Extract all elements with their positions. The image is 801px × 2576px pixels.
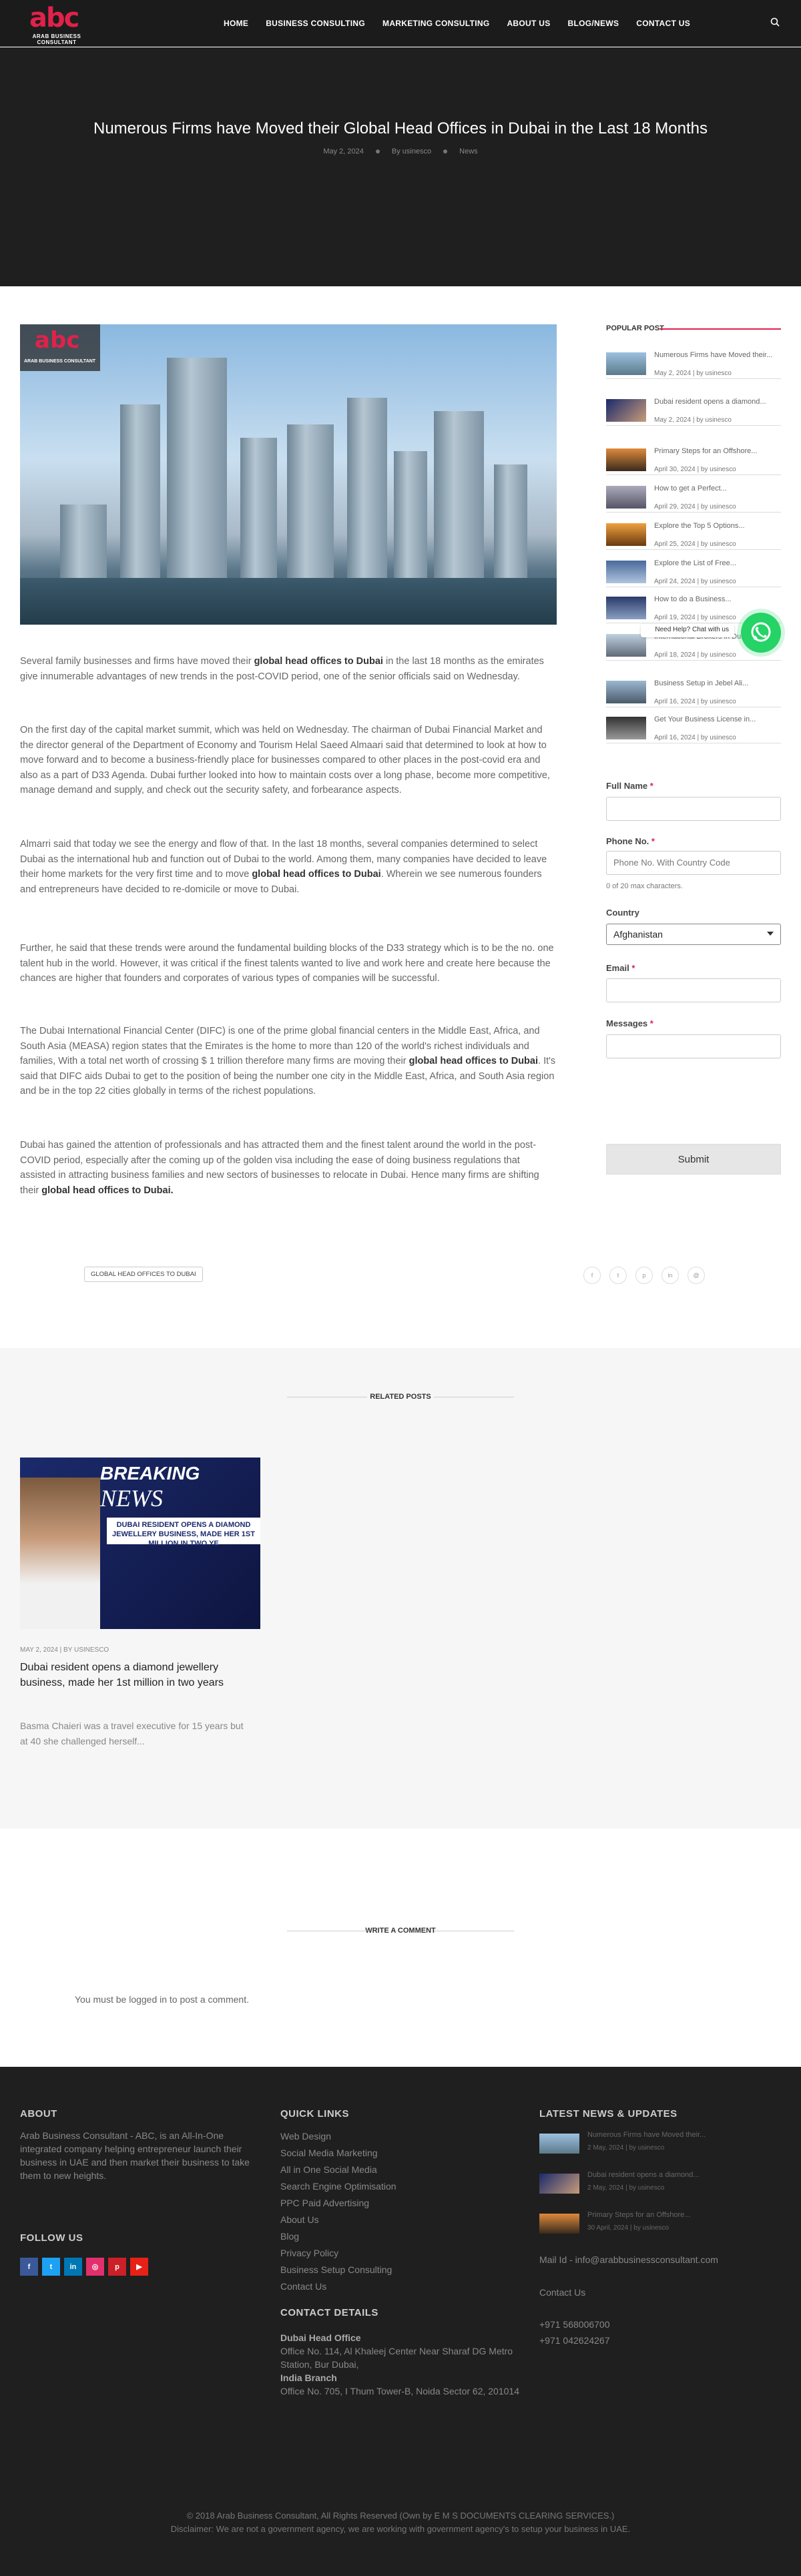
post-thumbnail [606, 717, 646, 739]
post-thumbnail [606, 523, 646, 546]
whatsapp-tooltip[interactable]: Need Help? Chat with us [641, 624, 734, 637]
article-paragraph: Further, he said that these trends were around the fundamental building blocks of the D33 strategy which is to be the no. one talent hub in the world. However, it was critical if the finest talents wanted to live and work here and create here because the chances are higher that founders and corporates of various types of companies will be successful. [20, 943, 554, 984]
share-facebook-icon[interactable]: f [583, 1267, 601, 1284]
post-thumbnail [606, 597, 646, 619]
facebook-icon[interactable]: f [20, 2258, 38, 2276]
footer-link[interactable]: Privacy Policy [280, 2248, 339, 2258]
popular-post-item[interactable]: How to get a Perfect... April 29, 2024 | by usinesco [606, 483, 781, 513]
popular-post-item[interactable]: How to do a Business... April 19, 2024 | by usinesco [606, 594, 781, 623]
footer-link[interactable]: PPC Paid Advertising [280, 2198, 370, 2208]
phone-label: Phone No. * [606, 836, 655, 846]
instagram-icon[interactable]: ◎ [86, 2258, 104, 2276]
article-paragraph: Several family businesses and firms have moved their global head offices to Dubai in the last 18 months as the emirates give innumerable advantages of new trends in the post-COVID period, one of the senior officials said on Wednesday. [20, 656, 544, 682]
latest-news-item[interactable]: Numerous Firms have Moved their... 2 May, 2024 | by usinesco [539, 2131, 793, 2158]
news-thumbnail [539, 2134, 579, 2154]
whatsapp-icon [741, 613, 781, 653]
submit-button[interactable]: Submit [606, 1144, 781, 1175]
meta-separator [376, 149, 380, 153]
post-author[interactable]: By usinesco [391, 147, 432, 155]
post-hero [0, 47, 801, 286]
popular-post-item[interactable]: Business Setup in Jebel Ali... April 16, 2024 | by usinesco [606, 678, 781, 707]
full-name-input[interactable] [606, 797, 781, 821]
popular-post-item[interactable]: Primary Steps for an Offshore... April 30, 2024 | by usinesco [606, 446, 781, 475]
site-logo[interactable]: abc ARAB BUSINESS CONSULTANT [29, 3, 81, 45]
share-linkedin-icon[interactable]: in [661, 1267, 679, 1284]
messages-input[interactable] [606, 1034, 781, 1058]
messages-label: Messages * [606, 1018, 653, 1028]
email-input[interactable] [606, 978, 781, 1002]
full-name-label: Full Name * [606, 781, 653, 791]
image-logo: abc ARAB BUSINESS CONSULTANT [20, 324, 100, 371]
related-post-image[interactable]: BREAKING NEWS DUBAI RESIDENT OPENS A DIAMOND JEWELLERY BUSINESS, MADE HER 1ST MILLION IN TWO YE [20, 1458, 260, 1629]
related-post-excerpt: Basma Chaieri was a travel executive for 15 years but at 40 she challenged herself... [20, 1720, 244, 1746]
footer-link[interactable]: Business Setup Consulting [280, 2264, 392, 2275]
nav-blog-news[interactable]: BLOG/NEWS [567, 19, 619, 28]
news-thumbnail [539, 2174, 579, 2194]
article-paragraph: The Dubai International Financial Center (DIFC) is one of the prime global financial centers in the Middle East, Africa, and South Asia (MEASA) region states that the Emirates is the home to more than 120 of the world's richest individuals and families, With a total net worth of crossing $ 1 trillion therefore many firms are moving their global head offices to Dubai. It's said that DIFC aids Dubai to get to the position of being the number one city in the Middle East, Africa, and South Asia region and be in the top 22 cities globally in terms of the richest populations. [20, 1026, 556, 1096]
post-thumbnail [606, 634, 646, 657]
post-thumbnail [606, 352, 646, 375]
latest-news-item[interactable]: Primary Steps for an Offshore... 30 April, 2024 | by usinesco [539, 2211, 793, 2238]
meta-separator [443, 149, 447, 153]
login-prompt[interactable]: You must be logged in to post a comment. [75, 1994, 249, 2005]
post-date: May 2, 2024 [323, 147, 364, 155]
post-meta [0, 147, 801, 155]
popular-post-item[interactable]: April 18, 2024 | by usinesco [606, 631, 781, 661]
footer-link[interactable]: Search Engine Optimisation [280, 2181, 396, 2192]
country-select[interactable]: Afghanistan [606, 924, 781, 945]
share-pinterest-icon[interactable]: p [635, 1267, 653, 1284]
chevron-down-icon [767, 932, 774, 936]
footer-phone[interactable]: +971 042624267 [539, 2335, 610, 2346]
latest-news-item[interactable]: Dubai resident opens a diamond... 2 May, 2024 | by usinesco [539, 2171, 793, 2198]
nav-home[interactable]: HOME [224, 19, 249, 28]
footer-phone[interactable]: +971 568006700 [539, 2319, 610, 2330]
main-nav [215, 0, 699, 47]
popular-post-item[interactable]: Get Your Business License in... April 16, 2024 | by usinesco [606, 714, 781, 743]
footer-email[interactable]: Mail Id - info@arabbusinessconsultant.com [539, 2254, 718, 2265]
twitter-icon[interactable]: t [42, 2258, 60, 2276]
footer-contact-link[interactable]: Contact Us [539, 2287, 586, 2298]
related-posts-title: RELATED POSTS [0, 1393, 801, 1401]
pinterest-icon[interactable]: p [108, 2258, 126, 2276]
nav-business-consulting[interactable]: BUSINESS CONSULTING [266, 19, 366, 28]
share-buttons [583, 1267, 705, 1284]
office-details: Dubai Head Office Office No. 114, Al Khaleej Center Near Sharaf DG Metro Station, Bur Dubai, India Branch Office No. 705, I Thum Tower-B, Noida Sector 62, 201014 [280, 2332, 519, 2396]
phone-input[interactable]: Phone No. With Country Code [606, 851, 781, 875]
phone-char-hint: 0 of 20 max characters. [606, 882, 683, 890]
news-thumbnail [539, 2214, 579, 2234]
contact-details-heading: CONTACT DETAILS [280, 2307, 378, 2318]
post-thumbnail [606, 399, 646, 422]
follow-heading: FOLLOW US [20, 2232, 83, 2244]
email-label: Email * [606, 963, 635, 973]
social-links [20, 2258, 148, 2276]
nav-contact-us[interactable]: CONTACT US [636, 19, 691, 28]
search-icon[interactable] [770, 17, 780, 27]
post-thumbnail [606, 681, 646, 703]
footer-link[interactable]: Blog [280, 2231, 300, 2242]
linkedin-icon[interactable]: in [64, 2258, 82, 2276]
footer-link[interactable]: About Us [280, 2214, 319, 2225]
nav-marketing-consulting[interactable]: MARKETING CONSULTING [382, 19, 490, 28]
about-heading: ABOUT [20, 2108, 57, 2120]
post-title: Numerous Firms have Moved their Global Head Offices in Dubai in the Last 18 Months [93, 119, 708, 137]
comment-section-title: WRITE A COMMENT [0, 1927, 801, 1935]
post-thumbnail [606, 486, 646, 509]
share-email-icon[interactable]: @ [688, 1267, 705, 1284]
post-tag[interactable]: GLOBAL HEAD OFFICES TO DUBAI [84, 1267, 203, 1282]
latest-news-heading: LATEST NEWS & UPDATES [539, 2108, 678, 2120]
featured-image [20, 324, 557, 625]
youtube-icon[interactable]: ▶ [130, 2258, 148, 2276]
post-category[interactable]: News [459, 147, 478, 155]
footer-link[interactable]: Contact Us [280, 2281, 327, 2292]
popular-post-item[interactable]: Dubai resident opens a diamond... May 2, 2024 | by usinesco [606, 396, 781, 426]
popular-post-widget: POPULAR POST [606, 324, 781, 339]
post-thumbnail [606, 448, 646, 471]
footer-link[interactable]: All in One Social Media [280, 2164, 377, 2175]
copyright: © 2018 Arab Business Consultant, All Rights Reserved (Own by E M S DOCUMENTS CLEARING SERVICES.) Disclaimer: We are not a government agency, we are working with government agency's to setup your business in UAE. [170, 2511, 631, 2534]
footer-link[interactable]: Social Media Marketing [280, 2148, 378, 2158]
quick-links-heading: QUICK LINKS [280, 2108, 349, 2120]
popular-post-item[interactable]: Explore the Top 5 Options... April 25, 2024 | by usinesco [606, 521, 781, 550]
article-paragraph: Dubai has gained the attention of professionals and has attracted them and the finest talent around the world in the post-COVID period, especially after the coming up of the golden visa including the ease of doing business regulations that assisted in attracting business families and new sectors of businesses to relocate in Dubai. Hence many firms are shifting their global head offices to Dubai. [20, 1140, 539, 1196]
whatsapp-chat-button[interactable] [741, 613, 781, 653]
nav-about-us[interactable]: ABOUT US [507, 19, 551, 28]
footer-link[interactable]: Web Design [280, 2131, 332, 2142]
popular-post-item[interactable]: Numerous Firms have Moved their... May 2, 2024 | by usinesco [606, 350, 781, 379]
post-thumbnail [606, 561, 646, 583]
country-label: Country [606, 908, 639, 918]
share-twitter-icon[interactable]: t [609, 1267, 627, 1284]
article-paragraph: On the first day of the capital market summit, which was held on Wednesday. The chairman of Dubai Financial Market and the director general of the Department of Economy and Tourism Helal Saeed Almaari said that determined to look at how to move forward and to become a business-friendly place for businesses compared to other places in the post-covid era and also as a part of D33 Agenda. Dubai further looked into how to maintain costs over a long phase, become more competitive, manage demand and supply, and check out the security safety, and forbearance aspects. [20, 725, 550, 795]
related-post-title[interactable]: Dubai resident opens a diamond jewellery business, made her 1st million in two years [20, 1662, 224, 1688]
popular-post-item[interactable]: Explore the List of Free... April 24, 2024 | by usinesco [606, 558, 781, 587]
about-text: Arab Business Consultant - ABC, is an All-In-One integrated company helping entrepreneur launch their business in UAE and then market their business to take them to new heights. [20, 2130, 250, 2181]
site-header [0, 0, 801, 47]
article-paragraph: Almarri said that today we see the energy and flow of that. In the last 18 months, several companies determined to select Dubai as the international hub and function out of Dubai to the world. Among them, many companies have decided to leave their home markets for the very first time and to move global head offices to Dubai. Wherein we see numerous founders and entrepreneurs have decided to re-domicile or move to Dubai. [20, 839, 547, 895]
related-post-meta: MAY 2, 2024 | BY USINESCO [20, 1646, 109, 1654]
